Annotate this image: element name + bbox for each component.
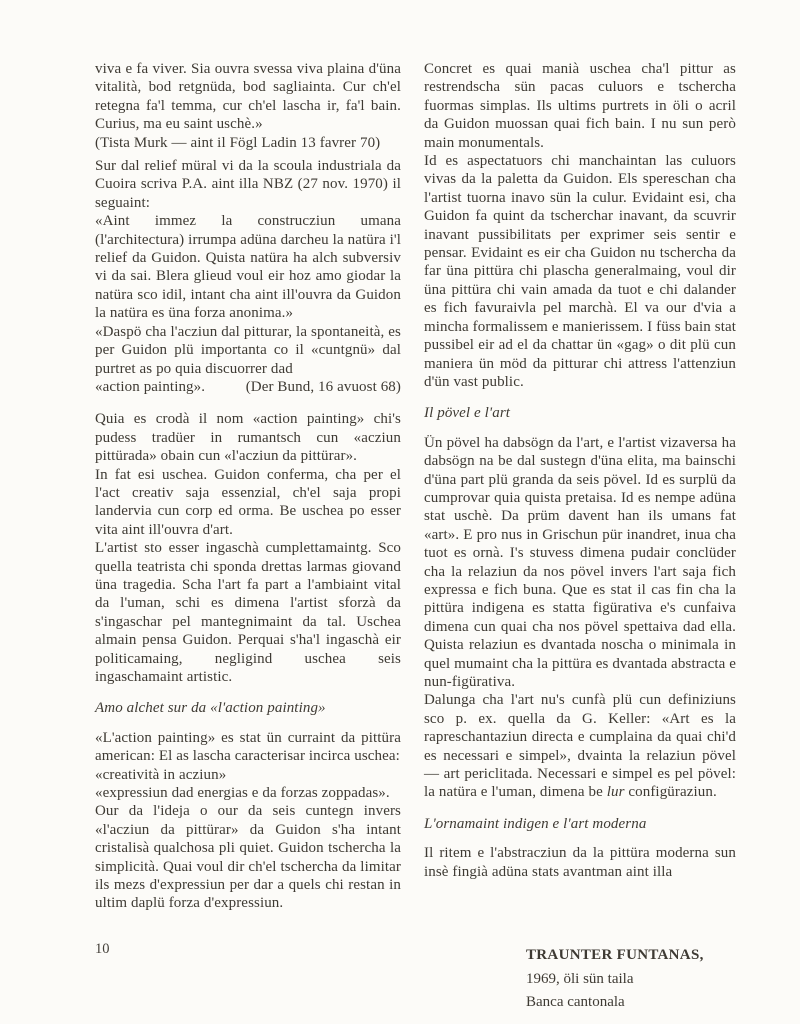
quote-paragraph: «Aint immez la construcziun umana (l'architectura) irrumpa adüna darcheu la natüra i'l relief da Guidon. Quista natüra ha alch subversiv vi da sai. Blera glieud voul eir hoz amo giodar la natüra sco idil, intant cha aint ill'ouvra da Guidon la natüra es üna forza anonima.»	[95, 213, 401, 322]
section-heading-action-painting: Amo alchet sur da «l'action painting»	[95, 700, 326, 717]
quote-list-line: «expressiun dad energias e da forzas zoppadas».	[95, 785, 390, 802]
artwork-caption	[526, 944, 704, 1015]
quote-tail: «action painting».	[95, 378, 206, 395]
body-paragraph: Sur dal relief müral vi da la scoula industriala da Cuoira scriva P.A. aint illa NBZ (27 nov. 1970) il seguaint:	[95, 158, 401, 211]
quote-end-with-citation	[95, 378, 401, 396]
left-column	[95, 60, 401, 913]
body-paragraph: viva e fa viver. Sia ouvra svessa viva plaina d'üna vitalità, bod retgnüda, bod sagliainta. Cur ch'el retegna fa'l temma, cur ch'el lascha ir, fa'l bain. Curius, ma eu saint uschè.»	[95, 61, 401, 133]
quote-list-line: «creatività in acziun»	[95, 766, 227, 783]
quote-paragraph: «Daspö cha l'acziun dal pitturar, la spontaneità, es per Guidon plü importanta co il «cuntgnü» dal purtret as po quia discuorrer dad	[95, 323, 401, 377]
page-number: 10	[95, 941, 110, 957]
body-paragraph: Concret es quai manià uschea cha'l pittur as restrendscha sün pacas culuors e tschercha fuormas simplas. Ils ultims purtrets in öli o acril da Guidon muossan quai fich bain. I nu sun però main monumentals.	[424, 61, 736, 151]
emphasized-word: lur	[606, 784, 625, 801]
caption-year-medium: 1969, öli sün taila	[526, 970, 634, 987]
caption-title: TRAUNTER FUNTANAS,	[526, 947, 704, 963]
paragraph-text: configüraziun.	[624, 784, 717, 801]
citation-line-tista-murk: (Tista Murk — aint il Fögl Ladin 13 favrer 70)	[95, 134, 381, 151]
body-paragraph-with-emphasis	[424, 691, 736, 801]
body-paragraph: Our da l'ideja o our da seis cuntegn invers «l'acziun da pittürar» da Guidon s'ha intant cristalisà qualchosa pli quiet. Guidon tschercha la simplicità. Quai voul dir ch'el tschercha da limitar ils mezs d'expressiun per dar a quels chi restan in ultim daplü forza d'expressiun.	[95, 803, 401, 912]
section-heading-il-povel-e-lart: Il pövel e l'art	[424, 405, 511, 422]
body-paragraph: Il ritem e l'abstracziun da la pittüra moderna sun insè fingià adüna stats avantman aint illa	[424, 845, 736, 880]
body-paragraph: Ün pövel ha dabsögn da l'art, e l'artist vizaversa ha dabsögn na be dal sustegn d'üna elita, ma bainschi d'üna part plü granda da seis pövel. Id es surplü da cumprovar quia quista pretaisa. Id es nempe adüna stat uschè. Da prüm davent han ils umans fat «art». E pro nus in Grischun pür inandret, inua cha tuot es ornà. I's stuvess dimena pudair conclüder cha la relaziun da nos pövel invers l'art saja fich expressa e fich buna. Que es stat il cas fin cha la pittüra indigena es statta figürativa e's cunfaiva dimena cun quai cha nos pövel spettaiva dad ella. Quista relaziun es dvantada noscha o minimala in quel mumaint cha la pittüra es dvantada abstracta e nun-figürativa.	[424, 434, 736, 690]
body-paragraph: Quia es crodà il nom «action painting» chi's pudess tradüer in rumantsch cun «acziun pittürada» obain cun «l'acziun da pittürar».	[95, 411, 401, 465]
caption-collection: Banca cantonala	[526, 994, 625, 1010]
citation-der-bund: (Der Bund, 16 avuost 68)	[245, 378, 401, 395]
paragraph-text: Dalunga cha l'art nu's cunfà plü cun definiziuns sco p. ex. quella da G. Keller: «Art es la rapreschantaziun directa e cumplaina da quai chi'd es necessari e simpel», dvainta la relaziun pövel — art periclitada. Necessari e simpel es pel pövel: la natüra e l'uman, dimena be	[424, 692, 736, 801]
right-column	[424, 60, 736, 881]
section-heading-ornamaint-indigen: L'ornamaint indigen e l'art moderna	[424, 815, 647, 832]
body-paragraph: «L'action painting» es stat ün curraint da pittüra american: El as lascha caracterisar incirca uschea:	[95, 729, 401, 765]
body-paragraph: In fat esi uschea. Guidon conferma, cha per el l'act creativ saja essenzial, ch'el saja propi landervia cun corp ed orma. Be uschea po esser vita aint ill'ouvra d'art.	[95, 466, 401, 538]
body-paragraph: L'artist sto esser ingaschà cumplettamaintg. Sco quella teatrista chi sponda drettas larmas giovand üna tragedia. Scha l'art fa part a l'ambiaint vital da l'uman, schi es dimena l'artist sforzà da s'ingaschar pel mantegnimaint da tal. Uschea almain pensa Guidon. Perquai s'ha'l ingaschà eir politicamaing, negligind uschea seis ingaschamaint artistic.	[95, 540, 401, 685]
body-paragraph: Id es aspectatuors chi manchaintan las culuors vivas da la paletta da Guidon. Els spereschan cha l'artist tuorna inavo sün la culur. Evidaint esi, cha Guidon fa quint da tscherchar inavant, da scuvrir inavant pussibilitats per exprimer seis sentir e pensar. Evidaint es eir cha Guidon nu tschercha da far üna pittüra chi plascha generalmaing, voul dir üna pittüra chi vain amada da tuot e chi dalander es fich favuraivla pel marchà. El va our d'via a mincha formalissem e manierissem. I füss bain stat pussibel eir ad el da chattar ün «gag» o dit plü cun maniera ün möd da pitturar chi attress l'attenziun d'ün vast public.	[424, 153, 736, 390]
